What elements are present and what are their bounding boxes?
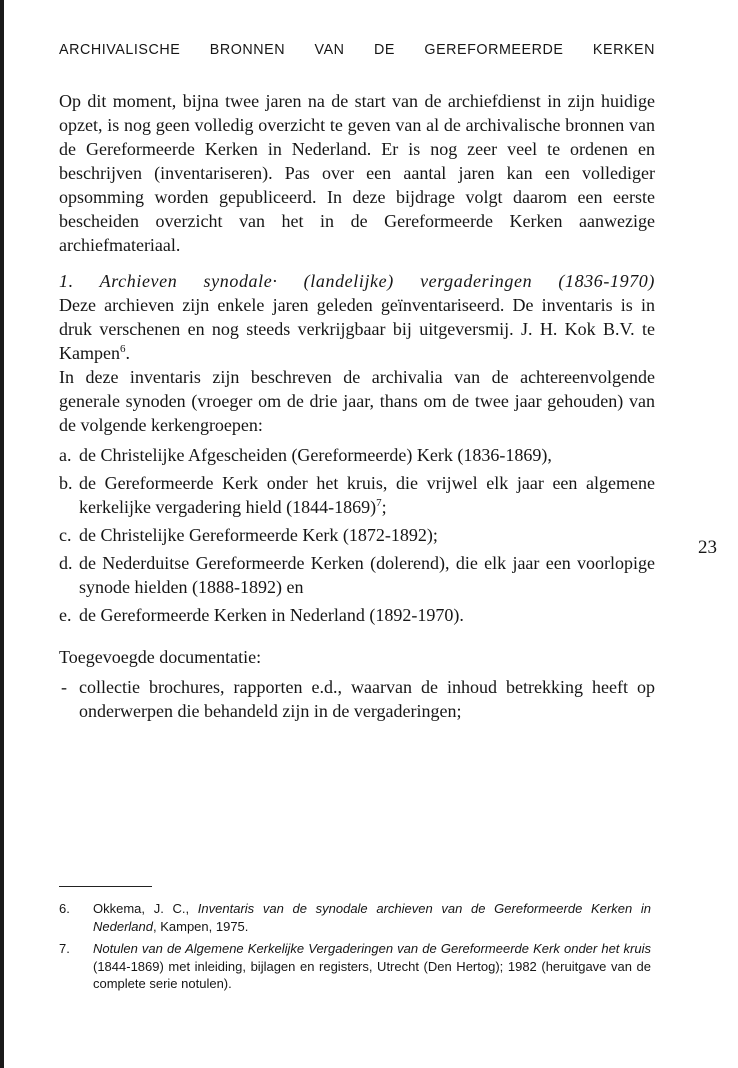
footnote-title: Inventaris van de synodale archieven van de Gereformeerde Kerken in Nederland	[93, 901, 651, 934]
footnote-ref-7[interactable]: 7	[376, 497, 382, 509]
footnote-publication: , Kampen, 1975.	[153, 918, 249, 934]
section-paragraph-1	[59, 293, 655, 365]
list-marker: a.	[59, 445, 72, 465]
list-marker: c.	[59, 525, 72, 545]
list-item-text: de Gereformeerde Kerk onder het kruis, die vrijwel elk jaar een algemene kerkelijke vergadering hield (1844-1869)	[79, 473, 655, 517]
list-item-text: de Gereformeerde Kerken in Nederland (1892-1970).	[79, 605, 464, 625]
list-item	[59, 603, 655, 627]
section-paragraph-2: In deze inventaris zijn beschreven de archivalia van de achtereenvolgende generale synoden (vroeger om de drie jaar, thans om de twee jaar gehouden) van de volgende kerkengroepen:	[59, 367, 655, 435]
section-paragraph-1-end: .	[125, 343, 130, 363]
footnote-publication: (1844-1869) met inleiding, bijlagen en registers, Utrecht (Den Hertog); 1982 (heruitgave van de complete serie notulen).	[93, 958, 651, 991]
list-marker: e.	[59, 605, 72, 625]
footnote-ref-6[interactable]: 6	[119, 343, 126, 355]
list-marker: d.	[59, 553, 73, 573]
running-head: ARCHIVALISCHE BRONNEN VAN DE GEREFORMEERDE KERKEN	[59, 42, 655, 58]
list-item	[59, 523, 655, 547]
footnote-divider	[59, 886, 152, 887]
section-paragraph-1-text: Deze archieven zijn enkele jaren geleden geïnventariseerd. De inventaris is in druk verschenen en nog steeds verkrijgbaar bij uitgeversmij. J. H. Kok B.V. te Kampen	[59, 295, 655, 363]
list-item-text: de Nederduitse Gereformeerde Kerken (dolerend), die elk jaar een voorlopige synode hielden (1888-1892) en	[79, 553, 655, 597]
page-left-edge	[0, 0, 4, 1068]
list-item-text: de Christelijke Gereformeerde Kerk (1872-1892);	[79, 525, 438, 545]
list-item-text: collectie brochures, rapporten e.d., waarvan de inhoud betrekking heeft op onderwerpen die behandeld zijn in de vergaderingen;	[79, 677, 655, 721]
documentation-heading: Toegevoegde documentatie:	[59, 647, 262, 667]
footnote-number: 7.	[59, 941, 70, 956]
intro-paragraph: Op dit moment, bijna twee jaren na de start van de archiefdienst in zijn huidige opzet, is nog geen volledig overzicht te geven van al de archivalische bronnen van de Gereformeerde Kerken in Nederland. Er is nog zeer veel te ordenen en beschrijven (inventariseren). Pas over een aantal jaren kan een vollediger opsomming worden gepubliceerd. In deze bijdrage volgt daarom een eerste bescheiden overzicht van het in de Gereformeerde Kerken aanwezige archiefmateriaal.	[59, 91, 655, 255]
footnote-title: Notulen van de Algemene Kerkelijke Vergaderingen van de Gereformeerde Kerk onder het kruis	[93, 941, 651, 956]
list-item	[59, 675, 655, 723]
list-item	[59, 551, 655, 599]
documentation-list	[59, 675, 655, 723]
section-heading: 1. Archieven synodale· (landelijke) vergaderingen (1836-1970)	[59, 271, 655, 291]
list-item-text: de Christelijke Afgescheiden (Gereformeerde) Kerk (1836-1869),	[79, 445, 552, 465]
footnote-number: 6.	[59, 901, 70, 916]
footnotes	[59, 900, 651, 998]
church-group-list	[59, 443, 655, 627]
list-item-end: ;	[381, 497, 387, 517]
list-marker: b.	[59, 473, 73, 493]
footnote-7	[59, 940, 651, 993]
body-text	[59, 89, 655, 723]
page-number: 23	[698, 537, 717, 558]
footnote-6	[59, 900, 651, 935]
footnote-author: Okkema, J. C.,	[93, 901, 198, 916]
list-item	[59, 471, 655, 519]
list-marker: -	[61, 677, 67, 697]
list-item	[59, 443, 655, 467]
